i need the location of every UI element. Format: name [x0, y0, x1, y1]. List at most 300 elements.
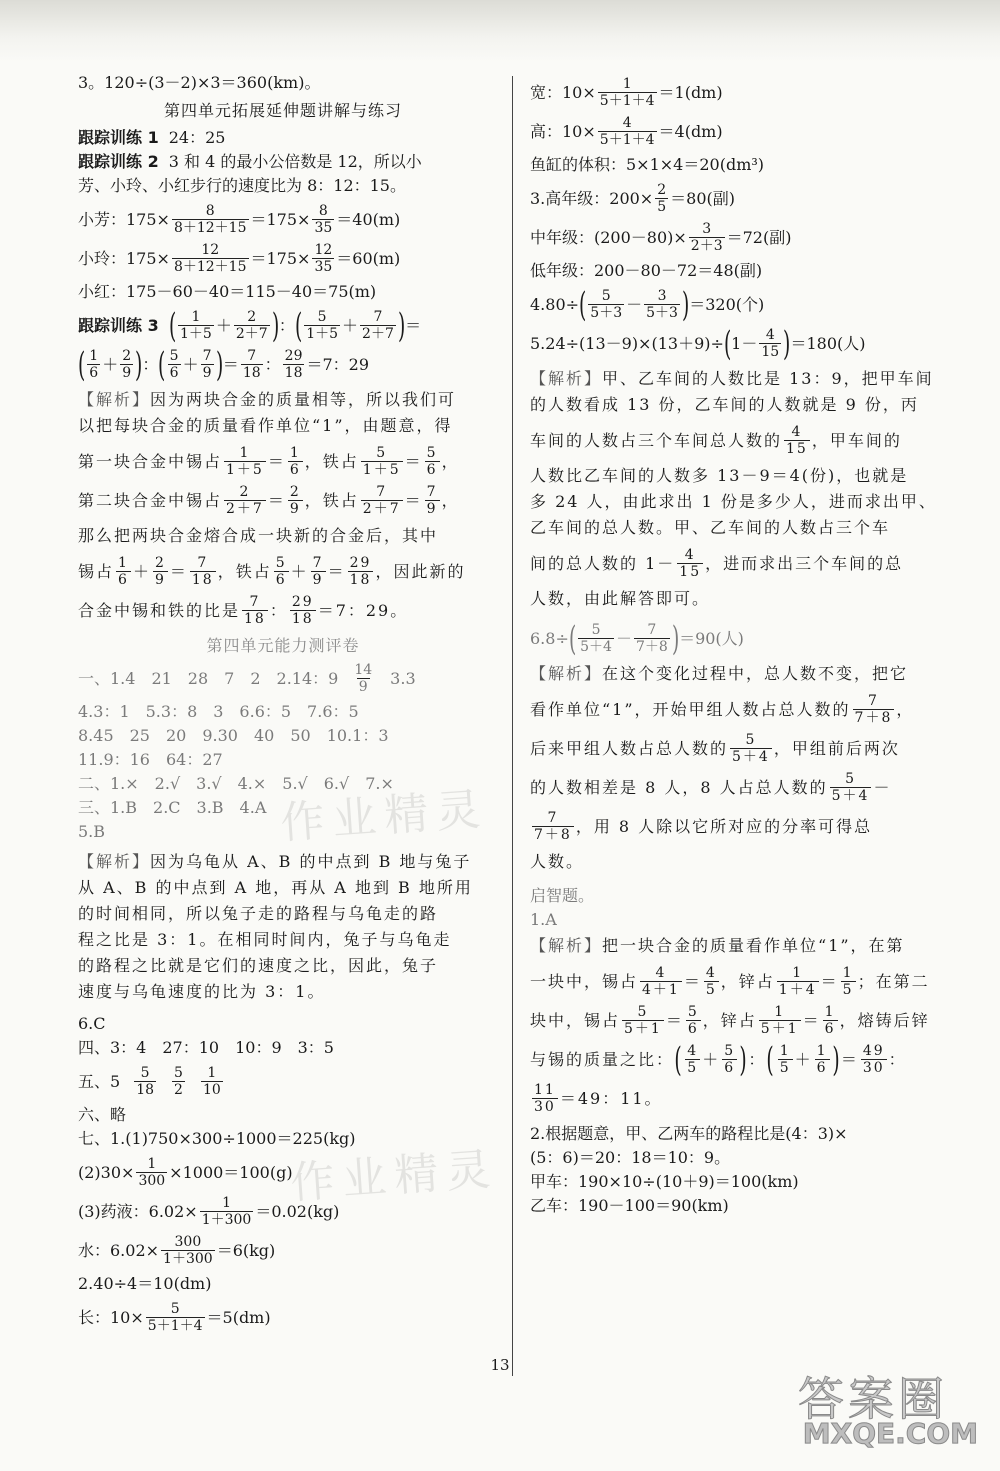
fraction: [644, 288, 680, 321]
fraction: [161, 1234, 215, 1267]
fraction: [655, 182, 668, 215]
numerator: 1: [622, 76, 632, 92]
numerator: 1: [191, 309, 201, 325]
text: ＝90(人): [679, 628, 744, 648]
fraction: [778, 1043, 793, 1076]
denominator: 2＋7: [362, 501, 401, 517]
numerator: 2: [247, 309, 257, 325]
denominator: 2: [174, 1082, 183, 1098]
watermark: 作业精灵: [288, 1143, 500, 1210]
colon: ：: [278, 315, 295, 335]
text: ，甲组前后两次: [773, 738, 900, 758]
numerator: 7: [376, 484, 388, 500]
denominator: 5＋1＋4: [147, 1318, 203, 1334]
numerator: 4: [687, 1043, 699, 1059]
numerator: 4: [791, 424, 803, 440]
analysis-line: 第一块合金中锡占 $\frac{1}{1+5}$ ＝ $\frac{1}{6}$ ，铁占 $\frac{5}{1+5}$ ＝ $\frac{5}{6}$ ，: [78, 445, 460, 478]
text: ＝4(dm): [658, 121, 723, 141]
analysis-line: 与锡的质量之比： ( $\frac{4}{5}$ ＋ $\frac{5}{6}$ ) ： ( $\frac{1}{5}$ ＋ $\frac{1}{6}$ ) ＝ $\frac{49}{30}$ ：: [530, 1039, 907, 1080]
numerator: 49: [862, 1043, 885, 1059]
text: ，用 8 人除以它所对应的分率可得总: [575, 816, 873, 836]
fraction: [200, 1195, 254, 1228]
text: 3.3: [390, 668, 416, 688]
text: ＝49：11。: [559, 1088, 663, 1108]
denominator: 5＋4: [580, 639, 612, 655]
answer-line: 3。120÷(3－2)×3＝360(km)。: [78, 73, 321, 92]
fraction: [274, 555, 289, 588]
formula-line: 4.80÷ ( $\frac{5}{5+3}$ － $\frac{3}{5+3}$ ) ＝320(个): [530, 284, 765, 325]
fraction: [861, 1043, 887, 1076]
denominator: 5＋1＋4: [599, 132, 655, 148]
fraction: [784, 424, 810, 457]
numerator: 2: [239, 484, 251, 500]
denominator: 9: [289, 501, 301, 517]
text: ，锌占: [702, 1010, 757, 1030]
analysis-line: 的人数看成 13 份，乙车间的人数就是 9 份，丙: [530, 395, 919, 414]
denominator: 5＋4: [732, 749, 770, 765]
fraction: [136, 1156, 167, 1189]
right-column: [530, 70, 950, 1219]
fraction: [116, 555, 131, 588]
fraction: [224, 484, 266, 517]
text: 水：6.02×: [78, 1240, 160, 1260]
text: 小玲：175×: [78, 248, 170, 268]
fraction: [730, 732, 772, 765]
numerator: 1: [779, 1043, 791, 1059]
fraction: [588, 288, 624, 321]
formula-line: [530, 221, 950, 254]
numerator: 5: [745, 732, 757, 748]
numerator: 4: [684, 547, 696, 563]
fraction: [640, 965, 682, 998]
text: 第二块合金中锡占: [78, 490, 223, 510]
text: ＝72(副): [726, 227, 792, 247]
text: ＝6(kg): [216, 1240, 276, 1260]
fraction: [201, 348, 214, 381]
text: 5.24÷(13－9)×(13＋9)÷: [530, 333, 724, 353]
numerator: 4: [765, 327, 775, 343]
numerator: 7: [247, 348, 257, 364]
text: 24：25: [168, 128, 226, 147]
denominator: 5: [657, 199, 667, 215]
fraction: [172, 242, 249, 275]
text: ：: [888, 1049, 907, 1069]
colon: ：: [142, 354, 159, 374]
text: 后来甲组人数占总人数的: [530, 738, 729, 758]
text: 锡占: [78, 561, 115, 581]
fraction: [312, 242, 334, 275]
denominator: 6: [687, 1021, 699, 1037]
numerator: 3: [657, 288, 667, 304]
denominator: 2＋3: [690, 238, 723, 254]
text: 小芳：175×: [78, 209, 170, 229]
denominator: 15: [679, 564, 702, 580]
column-divider: [512, 76, 513, 1376]
numerator: 5: [169, 348, 179, 364]
numerator: 1: [222, 1195, 231, 1211]
numerator: 2: [122, 348, 132, 364]
answer-line: 二、1.× 2.√ 3.√ 4.× 5.√ 6.√ 7.×: [78, 774, 394, 793]
fraction: [361, 484, 403, 517]
analysis-tag: 【解析】: [78, 390, 151, 409]
numerator: 1: [816, 1043, 828, 1059]
fraction: [578, 622, 614, 655]
formula-line: [78, 1234, 488, 1267]
numerator: 12: [314, 242, 333, 258]
formula-line: [78, 1301, 488, 1334]
answer-line: 甲车：190×10÷(10＋9)＝100(km): [530, 1172, 799, 1191]
text: ，铁占: [304, 490, 359, 510]
fraction: [360, 309, 396, 342]
answer-line: 三、1.B 2.C 3.B 4.A: [78, 798, 267, 817]
label: 跟踪训练 1: [78, 128, 159, 147]
numerator: 29: [291, 594, 314, 610]
fraction: [190, 555, 216, 588]
analysis-line: 乙车间的总人数。甲、乙车间的人数占三个车: [530, 518, 891, 537]
fraction: [288, 484, 303, 517]
numerator: 7: [547, 810, 559, 826]
fraction: [304, 309, 340, 342]
numerator: 7: [249, 594, 261, 610]
fraction: [234, 309, 270, 342]
fraction: [290, 594, 316, 627]
denominator: 1＋300: [201, 1212, 252, 1228]
answer-line: 6.C: [78, 1014, 106, 1033]
answer-line: 4.3：1 5.3：8 3 6.6：5 7.6：5: [78, 702, 359, 721]
numerator: 7: [426, 484, 438, 500]
answer-line: 11.9：16 64：27: [78, 750, 223, 769]
denominator: 2＋7: [226, 501, 264, 517]
text: 把一块合金的质量看作单位“1”，在第: [602, 936, 905, 955]
site-url: MXQE.COM: [802, 1417, 978, 1450]
site-name: 答案圈: [798, 1372, 948, 1426]
numerator: 7: [647, 622, 657, 638]
formula-line: 5.24÷(13－9)×(13＋9)÷ ( 1－ $\frac{4}{15}$ ) ＝180(人): [530, 323, 866, 364]
denominator: 5: [779, 1060, 791, 1076]
analysis-line: [530, 661, 950, 687]
fraction: [759, 327, 781, 360]
fraction: [685, 1043, 700, 1076]
numerator: 5: [601, 288, 611, 304]
analysis-line: 人数，由此解答即可。: [530, 589, 711, 608]
denominator: 6: [824, 1021, 836, 1037]
text: 宽：10×: [530, 82, 596, 102]
text: ＝7：29: [306, 354, 370, 374]
text: ＝180(人): [790, 333, 866, 353]
denominator: 18: [291, 611, 314, 627]
text: 的人数相差是 8 人，8 人占总人数的: [530, 777, 828, 797]
denominator: 35: [314, 259, 333, 275]
analysis-line: [530, 693, 950, 726]
denominator: 18: [244, 611, 266, 627]
analysis-line: [78, 387, 488, 413]
fraction: [172, 203, 249, 236]
numerator: 29: [349, 555, 372, 571]
answer-line: 芳、小玲、小红步行的速度比为 8：12：15。: [78, 176, 406, 195]
analysis-line: 人数比乙车间的人数多 13－9＝4(份)，也就是: [530, 466, 909, 485]
answer-line: 5.B: [78, 822, 106, 841]
numerator: 1: [842, 965, 854, 981]
numerator: 8: [205, 203, 215, 219]
numerator: 14: [354, 662, 373, 678]
analysis-line: [530, 810, 950, 843]
fraction: [722, 1043, 737, 1076]
text: 与锡的质量之比：: [530, 1049, 675, 1069]
fraction: [598, 115, 657, 148]
section-title: 第四单元能力测评卷: [206, 636, 360, 655]
answer-line: [78, 151, 488, 173]
analysis-line: [530, 732, 950, 765]
analysis-line: 速度与乌龟速度的比为 3：1。: [78, 982, 326, 1001]
numerator: 1: [147, 1156, 157, 1172]
formula-line: [78, 203, 488, 236]
denominator: 7＋8: [854, 710, 893, 726]
denominator: 5: [687, 1060, 699, 1076]
numerator: 7: [312, 555, 324, 571]
denominator: 6: [426, 462, 438, 478]
numerator: 7: [197, 555, 209, 571]
analysis-line: 从 A、B 的中点到 A 地，再从 A 地到 B 地所用: [78, 878, 473, 897]
section-title: 启智题。: [530, 886, 595, 905]
equals: ＝: [405, 315, 422, 335]
numerator: 2: [657, 182, 667, 198]
denominator: 18: [242, 365, 261, 381]
fraction: [146, 1301, 205, 1334]
denominator: 300: [138, 1173, 166, 1189]
fraction: [120, 348, 133, 381]
text: ，铁占: [217, 561, 272, 581]
fraction: [677, 547, 703, 580]
analysis-tag: 【解析】: [530, 369, 603, 388]
text: ＝5(dm): [206, 1307, 271, 1327]
analysis-block: [78, 387, 488, 627]
answer-line: 2.根据题意，甲、乙两车的路程比是(4：3)×: [530, 1124, 848, 1143]
fraction: [168, 348, 181, 381]
text: ×1000＝100(g): [169, 1162, 293, 1182]
formula-line: ( $\frac{1}{6}$ ＋ $\frac{2}{9}$ ) ： ( $\frac{5}{6}$ ＋ $\frac{7}{9}$ ) ＝ $\frac{7}{18}$ ： $\frac{29}{18}$ ＝7：29: [77, 344, 370, 385]
denominator: 1＋5: [362, 462, 401, 478]
text: ＝175×: [250, 248, 311, 268]
numerator: 3: [702, 221, 712, 237]
text: ＝40(m): [336, 209, 401, 229]
numerator: 5: [591, 622, 601, 638]
text: 3 和 4 的最小公倍数是 12，所以小: [168, 152, 422, 171]
numerator: 5: [845, 771, 856, 787]
numerator: 1: [792, 965, 804, 981]
text: 甲、乙车间的人数比是 13：9，把甲车间: [602, 369, 934, 388]
text: ＝320(个): [689, 294, 765, 314]
fraction: [134, 1065, 156, 1098]
answer-line: 四、3：4 27：10 10：9 3：5: [78, 1038, 334, 1057]
denominator: 9: [154, 572, 166, 588]
answer-line: 鱼缸的体积：5×1×4＝20(dm³): [530, 155, 765, 174]
fraction: [348, 555, 374, 588]
text: ＝0.02(kg): [255, 1201, 340, 1221]
fraction: [841, 965, 856, 998]
numerator: 1: [89, 348, 99, 364]
text: (3)药液：6.02×: [78, 1201, 198, 1221]
numerator: 5: [426, 445, 438, 461]
analysis-line: 合金中锡和铁的比是 $\frac{7}{18}$ ： $\frac{29}{18}$ ＝7：29。: [78, 594, 409, 627]
numerator: 7: [202, 348, 212, 364]
text: ，: [896, 699, 915, 719]
fraction: [224, 445, 266, 478]
text: 长：10×: [78, 1307, 144, 1327]
numerator: 7: [373, 309, 383, 325]
numerator: 1: [824, 1004, 836, 1020]
site-logo: [768, 1363, 978, 1453]
denominator: 2＋7: [362, 326, 394, 342]
fraction: [598, 76, 657, 109]
fraction: [288, 445, 303, 478]
answer-line: [78, 127, 488, 149]
denominator: 6: [118, 572, 129, 588]
fraction: [686, 1004, 701, 1037]
fraction: [311, 555, 326, 588]
numerator: 2: [289, 484, 301, 500]
text: 间的总人数的 1－: [530, 553, 676, 573]
analysis-line: [530, 1082, 950, 1115]
numerator: 5: [687, 1004, 699, 1020]
fraction: [853, 693, 895, 726]
analysis-line: [530, 771, 950, 804]
fraction: [312, 203, 334, 236]
answer-line: 1.A: [530, 910, 557, 929]
analysis-line: 那么把两块合金熔合成一块新的合金后，其中: [78, 526, 439, 545]
analysis-line: 的路程之比就是它们的速度之比，因此，兔子: [78, 956, 439, 975]
text: 看作单位“1”，开始甲组人数占总人数的: [530, 699, 851, 719]
analysis-line: [530, 547, 950, 580]
fraction: [352, 662, 374, 695]
denominator: 7＋8: [534, 827, 572, 843]
denominator: 1＋5: [226, 462, 264, 478]
numerator: 5: [174, 1065, 183, 1081]
analysis-line: [530, 933, 950, 959]
fraction: [425, 484, 440, 517]
numerator: 5: [637, 1004, 649, 1020]
answer-line: 七、1.(1)750×300÷1000＝225(kg): [78, 1129, 356, 1148]
analysis-line: [530, 366, 950, 392]
denominator: 5＋1＋4: [599, 93, 655, 109]
fraction: [759, 1004, 801, 1037]
numerator: 1: [289, 445, 301, 461]
text: ＝1(dm): [658, 82, 723, 102]
text: 一、1.4 21 28 7 2 2.14：9: [78, 668, 339, 688]
formula-line: [78, 242, 488, 275]
denominator: 6: [169, 365, 179, 381]
analysis-block: [530, 366, 950, 612]
denominator: 18: [136, 1082, 155, 1098]
text: 五、5: [78, 1071, 121, 1091]
numerator: 1: [774, 1004, 786, 1020]
formula-line: 跟踪训练 3 ( $\frac{1}{1+5}$ ＋ $\frac{2}{2+7}$ ) ： ( $\frac{5}{1+5}$ ＋ $\frac{7}{2+7}$ ) ＝: [78, 305, 422, 346]
text: ；在第二: [857, 971, 930, 991]
formula-line: 6.8÷ ( $\frac{5}{5+4}$ － $\frac{7}{7+8}$ ) ＝90(人): [530, 618, 744, 659]
denominator: 10: [202, 1082, 221, 1098]
colon: ：: [264, 354, 281, 374]
denominator: 6: [816, 1060, 828, 1076]
denominator: 5: [842, 982, 854, 998]
answer-line: [78, 662, 488, 695]
denominator: 4＋1: [642, 982, 680, 998]
text: 3.高年级：200×: [530, 188, 654, 208]
denominator: 5＋3: [590, 305, 623, 321]
text: 合金中锡和铁的比是: [78, 600, 241, 620]
text: ，因此新的: [375, 561, 466, 581]
numerator: 5: [140, 1065, 150, 1081]
text: 4.80÷: [530, 294, 580, 314]
answer-line: 8.45 25 20 9.30 40 50 10.1：3: [78, 726, 389, 745]
fraction: [425, 445, 440, 478]
numerator: 5: [317, 309, 327, 325]
numerator: 8: [318, 203, 328, 219]
fraction: [172, 1065, 185, 1098]
analysis-line: 块中，锡占 $\frac{5}{5+1}$ ＝ $\frac{5}{6}$ ，锌占 $\frac{1}{5+1}$ ＝ $\frac{1}{6}$ ，熔铸后锌: [530, 1004, 930, 1037]
text: ＝175×: [250, 209, 311, 229]
analysis-line: 人数。: [530, 852, 585, 871]
text: 因为两块合金的质量相等，所以我们可: [150, 390, 457, 409]
denominator: 5: [705, 982, 717, 998]
analysis-block: [530, 661, 950, 875]
analysis-tag: 【解析】: [530, 664, 603, 683]
section-title: 第四单元拓展延伸题讲解与练习: [163, 101, 402, 120]
numerator: 300: [174, 1234, 202, 1250]
analysis-line: [530, 424, 950, 457]
text: 6.8÷: [530, 628, 569, 648]
text: 在这个变化过程中，总人数不变，把它: [602, 664, 909, 683]
analysis-line: 第二块合金中锡占 $\frac{2}{2+7}$ ＝ $\frac{2}{9}$ ，铁占 $\frac{7}{2+7}$ ＝ $\frac{7}{9}$ ，: [78, 484, 460, 517]
numerator: 2: [154, 555, 166, 571]
denominator: 18: [349, 572, 372, 588]
numerator: 5: [724, 1043, 736, 1059]
text: 1－: [731, 333, 758, 353]
label: 跟踪训练 3: [78, 315, 159, 335]
numerator: 7: [868, 693, 879, 709]
text: ，铁占: [304, 451, 359, 471]
numerator: 5: [376, 445, 388, 461]
fraction: [242, 594, 268, 627]
fraction: [634, 622, 670, 655]
denominator: 9: [426, 501, 438, 517]
text: ，甲车间的: [811, 430, 902, 450]
fraction: [815, 1043, 830, 1076]
text: 第一块合金中锡占: [78, 451, 223, 471]
fraction: [704, 965, 719, 998]
analysis-line: 锡占 $\frac{1}{6}$ ＋ $\frac{2}{9}$ ＝ $\frac{7}{18}$ ，铁占 $\frac{5}{6}$ ＋ $\frac{7}{9}$ ＝ $\frac{29}{18}$ ，因此新的: [78, 555, 466, 588]
fraction: [823, 1004, 838, 1037]
denominator: 9: [312, 572, 324, 588]
text: 中年级：(200－80)×: [530, 227, 687, 247]
fraction: [532, 810, 574, 843]
fraction: [201, 1065, 223, 1098]
equals: ＝: [222, 354, 239, 374]
analysis-line: 多 24 人，由此求出 1 份是多少人，进而求出甲、: [530, 492, 937, 511]
denominator: 6: [89, 365, 99, 381]
text: ＝80(副): [670, 188, 735, 208]
text: ＝7：29。: [317, 600, 409, 620]
numerator: 1: [239, 445, 251, 461]
text: 高：10×: [530, 121, 596, 141]
fraction: [178, 309, 214, 342]
denominator: 7＋8: [635, 639, 668, 655]
numerator: 11: [534, 1082, 556, 1098]
watermark: 作业精灵: [278, 783, 490, 850]
denominator: 5＋3: [646, 305, 678, 321]
denominator: 1＋5: [179, 326, 212, 342]
denominator: 6: [275, 572, 287, 588]
analysis-line: [78, 849, 488, 875]
fraction: [153, 555, 168, 588]
